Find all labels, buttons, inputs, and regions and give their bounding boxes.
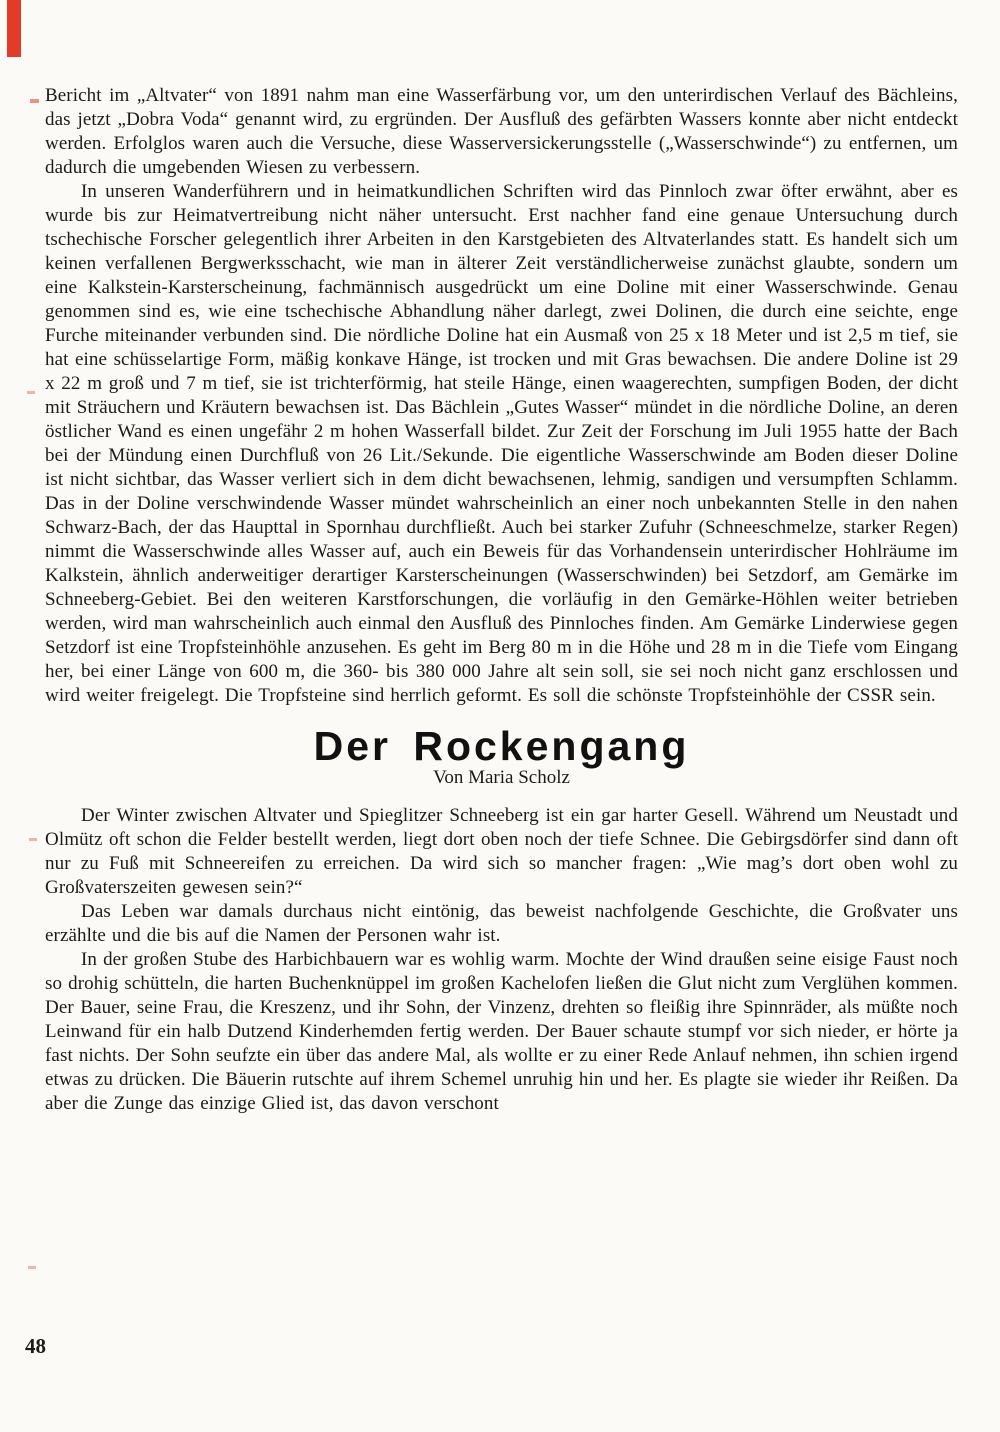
scan-mark-tick [27,391,35,394]
paragraph-rockengang-1: Der Winter zwischen Altvater und Spieglitzer Schneeberg ist ein gar harter Gesell. Während um Neustadt und Olmütz oft schon die Felder bestellt werden, liegt dort oben noch der tiefe Schnee. Die Gebirgsdörfer sind dann oft nur zu Fuß mit Schneereifen zu erreichen. Da wird sich so mancher fragen: „Wie mag’s dort oben wohl zu Großvaterszeiten gewesen sein?“ [45,805,958,898]
scan-mark-tick [29,838,37,841]
scan-mark-corner [7,0,21,57]
paragraph-rockengang-2: Das Leben war damals durchaus nicht eintönig, das beweist nachfolgende Geschichte, die Großvater uns erzählte und die bis auf die Namen der Personen wahr ist. [45,901,958,946]
paragraph-rockengang-3: In der großen Stube des Harbichbauern war es wohlig warm. Mochte der Wind draußen seine eisige Faust noch so drohig schütteln, die harten Buchenknüppel im großen Kachelofen ließen die Glut nicht zum Verglühen kommen. Der Bauer, seine Frau, die Kreszenz, und ihr Sohn, der Vinzenz, drehten so fleißig ihre Spinnräder, als müßte noch Leinwand für ein halb Dutzend Kinderhemden fertig werden. Der Bauer schaute stumpf vor sich nieder, er hörte ja fast nichts. Der Sohn seufzte ein über das andere Mal, als wollte er zu einer Rede Anlauf nehmen, ihn schien irgend etwas zu drücken. Die Bäuerin rutschte auf ihrem Schemel unruhig hin und her. Es plagte sie wieder ihr Reißen. Da aber die Zunge das einzige Glied ist, das davon verschont [45,949,958,1114]
article-title: Der Rockengang [313,723,690,769]
scan-mark-tick [30,99,39,103]
scan-mark-tick [28,1266,36,1269]
article-byline: Von Maria Scholz [433,767,570,788]
paragraph-pinnloch-main: In unseren Wanderführern und in heimatkundlichen Schriften wird das Pinnloch zwar öfter erwähnt, aber es wurde bis zur Heimatvertreibung nicht näher untersucht. Erst nachher fand eine genaue Untersuchung durch tschechische Forscher gelegentlich ihrer Arbeiten in den Karstgebieten des Altvaterlandes statt. Es handelt sich um keinen verfallenen Bergwerksschacht, wie man in älterer Zeit verständlicherweise zunächst glaubte, sondern um eine Kalkstein-Karsterscheinung, fachmännisch ausgedrückt um eine Doline mit einer Wasserschwinde. Genau genommen sind es, wie eine tschechische Abhandlung näher darlegt, zwei Dolinen, die durch eine seichte, enge Furche miteinander verbunden sind. Die nördliche Doline hat ein Ausmaß von 25 x 18 Meter und ist 2,5 m tief, sie hat eine schüsselartige Form, mäßig konkave Hänge, ist trocken und mit Gras bewachsen. Die andere Doline ist 29 x 22 m groß und 7 m tief, sie ist trichterförmig, hat steile Hänge, einen waagerechten, sumpfigen Boden, der dicht mit Sträuchern und Kräutern bewachsen ist. Das Bächlein „Gutes Wasser“ mündet in die nördliche Doline, an deren östlicher Wand es einen ungefähr 2 m hohen Wasserfall bildet. Zur Zeit der Forschung im Juli 1955 hatte der Bach bei der Mündung einen Durchfluß von 26 Lit./Sekunde. Die eigentliche Wasserschwinde am Boden dieser Doline ist nicht sichtbar, das Wasser verliert sich in dem dicht bewachsenen, lehmig, sandigen und versumpften Schlamm. Das in der Doline verschwindende Wasser mündet wahrscheinlich an einer noch unbekannten Stelle in den nahen Schwarz-Bach, der das Haupttal in Spornhau durchfließt. Auch bei starker Zufuhr (Schneeschmelze, starker Regen) nimmt die Wasserschwinde alles Wasser auf, auch ein Beweis für das Vorhandensein unterirdischer Hohlräume im Kalkstein, ähnlich anderweitiger derartiger Karsterscheinungen (Wasserschwinden) bei Setzdorf, am Gemärke im Schneeberg-Gebiet. Bei den weiteren Karstforschungen, die vorläufig in den Gemärke-Höhlen weiter betrieben werden, wird man wahrscheinlich auch einmal den Ausfluß des Pinnloches finden. Am Gemärke Linderwiese gegen Setzdorf ist eine Tropfsteinhöhle anzusehen. Es geht im Berg 80 m in die Höhe und 28 m in die Tiefe vom Eingang her, bei einer Länge von 600 m, die 360- bis 380 000 Jahre alt sein soll, sie sei noch nicht ganz erschlossen und wird weiter freigelegt. Die Tropfsteine sind herrlich geformt. Es soll die schönste Tropfsteinhöhle der CSSR sein. [45,181,958,706]
page-number: 48 [25,1334,46,1358]
paragraph-pinnloch-continuation: Bericht im „Altvater“ von 1891 nahm man eine Wasserfärbung vor, um den unterirdischen Verlauf des Bächleins, das jetzt „Dobra Voda“ genannt wird, zu ergründen. Der Ausfluß des gefärbten Wassers konnte aber nicht entdeckt werden. Erfolglos waren auch die Versuche, diese Wasserversickerungsstelle („Wasserschwinde“) zu entfernen, um dadurch die umgebenden Wiesen zu verbessern. [45,85,958,178]
page-content [45,84,958,1116]
